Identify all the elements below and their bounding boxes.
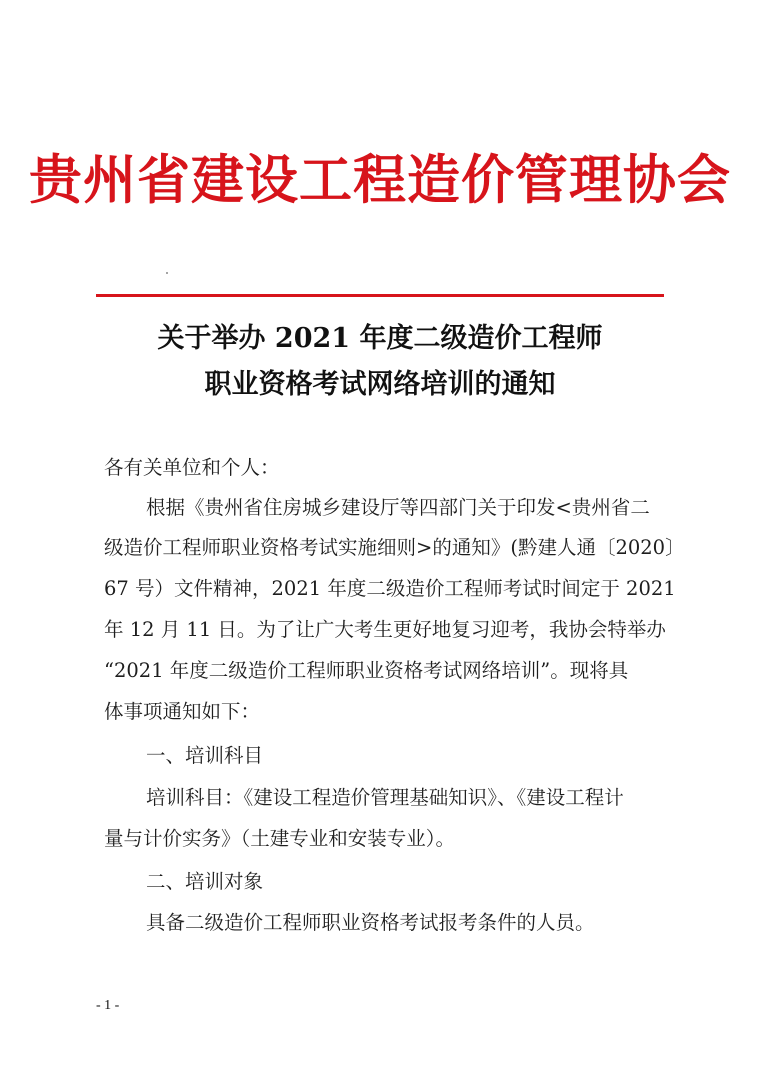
- paragraph-1-line-2: 级造价工程师职业资格考试实施细则>的通知》(黔建人通〔2020〕: [104, 536, 685, 559]
- red-divider-line: [96, 294, 664, 297]
- section-2-heading: 二、培训对象: [146, 870, 264, 893]
- organization-header: 贵州省建设工程造价管理协会: [29, 149, 731, 211]
- page-number: - 1 -: [96, 998, 120, 1013]
- paragraph-1-line-1: 根据《贵州省住房城乡建设厅等四部门关于印发<贵州省二: [146, 496, 650, 519]
- paragraph-1-line-6: 体事项通知如下：: [104, 700, 261, 723]
- section-1-line-2: 量与计价实务》（土建专业和安装专业）。: [104, 827, 456, 850]
- section-1-line-1: 培训科目：《建设工程造价管理基础知识》、《建设工程计: [146, 786, 624, 809]
- paragraph-1-line-3: 67 号）文件精神，2021 年度二级造价工程师考试时间定于 2021: [104, 577, 676, 600]
- section-2-line-1: 具备二级造价工程师职业资格考试报考条件的人员。: [146, 911, 595, 934]
- decorative-dot: [166, 272, 168, 274]
- document-title-line-1: 关于举办 2021 年度二级造价工程师: [157, 323, 603, 354]
- paragraph-1-line-4: 年 12 月 11 日。为了让广大考生更好地复习迎考，我协会特举办: [104, 618, 666, 641]
- section-1-heading: 一、培训科目: [146, 744, 264, 767]
- paragraph-1-line-5: “2021 年度二级造价工程师职业资格考试网络培训”。现将具: [104, 659, 629, 682]
- salutation: 各有关单位和个人：: [104, 456, 280, 479]
- document-title-line-2: 职业资格考试网络培训的通知: [204, 369, 556, 400]
